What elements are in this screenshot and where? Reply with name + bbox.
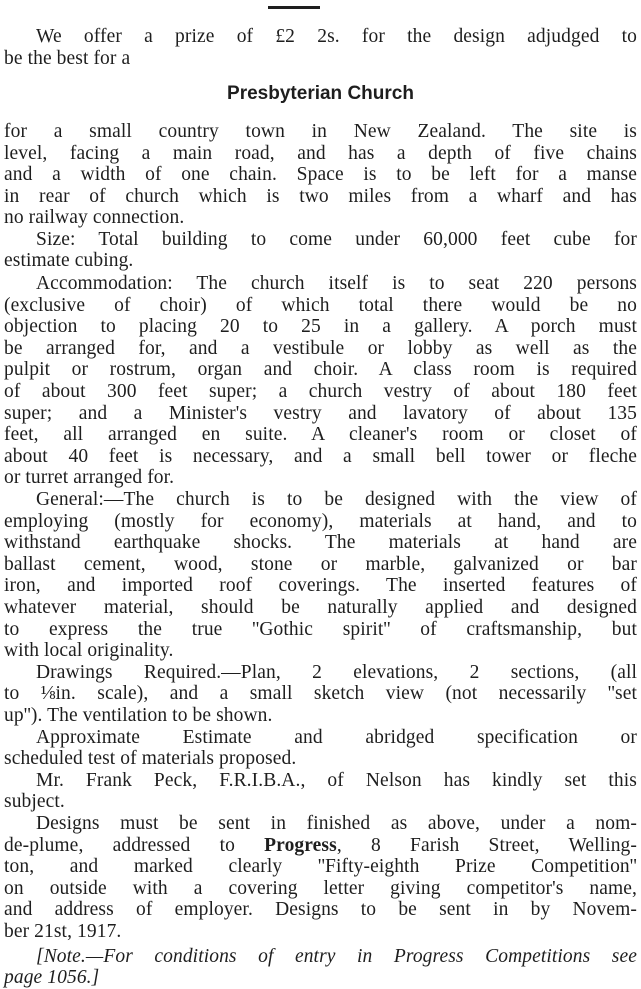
general-line-2: employing (mostly for economy), materials at hand, and to	[4, 511, 637, 532]
designs-line-3: ton, and marked clearly ''Fifty-eighth Prize Competition''	[4, 856, 637, 877]
accommodation-line-10: or turret arranged for.	[4, 467, 175, 488]
note-line-1: [Note.—For conditions of entry in Progress Competitions see	[36, 946, 637, 967]
general-line-7: to express the true ''Gothic spirit'' of craftsmanship, but	[4, 619, 637, 640]
designs-line-5: and address of employer. Designs to be sent in by Novem-	[4, 899, 637, 920]
accommodation-line-4: be arranged for, and a vestibule or lobby as well as the	[4, 338, 637, 359]
drawings-line-3: up''). The ventilation to be shown.	[4, 705, 273, 726]
top-rule	[268, 6, 320, 9]
accommodation-line-1: Accommodation: The church itself is to seat 220 persons	[36, 273, 637, 294]
designs-line-2	[4, 835, 637, 857]
accommodation-line-2: (exclusive of choir) of which total there would be no	[4, 295, 637, 316]
general-line-8: with local originality.	[4, 640, 174, 661]
accommodation-line-3: objection to placing 20 to 25 in a gallery. A porch must	[4, 316, 637, 337]
general-line-4: ballast cement, wood, stone or marble, galvanized or bar	[4, 554, 637, 575]
estimate-line-1: Approximate Estimate and abridged specification or	[36, 727, 637, 748]
accommodation-line-7: super; and a Minister's vestry and lavatory of about 135	[4, 403, 637, 424]
size-line-1: Size: Total building to come under 60,000 feet cube for	[36, 229, 637, 250]
site-line-5: no railway connection.	[4, 207, 185, 228]
accommodation-line-8: feet, all arranged en suite. A cleaner's room or closet of	[4, 424, 637, 445]
peck-line-2: subject.	[4, 791, 65, 812]
drawings-line-1: Drawings Required.—Plan, 2 elevations, 2 sections, (all	[36, 662, 637, 683]
accommodation-line-5: pulpit or rostrum, organ and choir. A class room is required	[4, 359, 637, 380]
designs-line-4: on outside with a covering letter giving competitor's name,	[4, 878, 637, 899]
site-line-2: level, facing a main road, and has a depth of five chains	[4, 143, 637, 164]
designs-line-2-end: , 8 Farish Street, Welling-	[336, 835, 638, 856]
site-line-3: and a width of one chain. Space is to be left for a manse	[4, 164, 637, 185]
estimate-line-2: scheduled test of materials proposed.	[4, 748, 297, 769]
site-line-1: for a small country town in New Zealand. The site is	[4, 121, 637, 142]
general-line-1: General:—The church is to be designed with the view of	[36, 489, 637, 510]
general-line-5: iron, and imported roof coverings. The inserted features of	[4, 575, 637, 596]
accommodation-line-6: of about 300 feet super; a church vestry of about 180 feet	[4, 381, 637, 402]
page-title: Presbyterian Church	[227, 83, 414, 104]
site-line-4: in rear of church which is two miles from a wharf and has	[4, 186, 637, 207]
peck-line-1: Mr. Frank Peck, F.R.I.B.A., of Nelson has kindly set this	[36, 770, 637, 791]
intro-line-2: be the best for a	[4, 48, 131, 69]
designs-line-2-start: de-plume, addressed to	[4, 835, 265, 856]
note-line-2: page 1056.]	[4, 967, 100, 988]
progress-name: Progress	[264, 835, 337, 856]
general-line-3: withstand earthquake shocks. The materials at hand are	[4, 532, 637, 553]
intro-line-1: We offer a prize of £2 2s. for the design adjudged to	[36, 26, 637, 47]
designs-line-1: Designs must be sent in finished as above, under a nom-	[36, 813, 637, 834]
designs-line-6: ber 21st, 1917.	[4, 921, 122, 942]
general-line-6: whatever material, should be naturally applied and designed	[4, 597, 637, 618]
size-line-2: estimate cubing.	[4, 250, 134, 271]
accommodation-line-9: about 40 feet is necessary, and a small bell tower or fleche	[4, 446, 637, 467]
drawings-line-2: to ⅛in. scale), and a small sketch view (not necessarily ''set	[4, 683, 637, 704]
